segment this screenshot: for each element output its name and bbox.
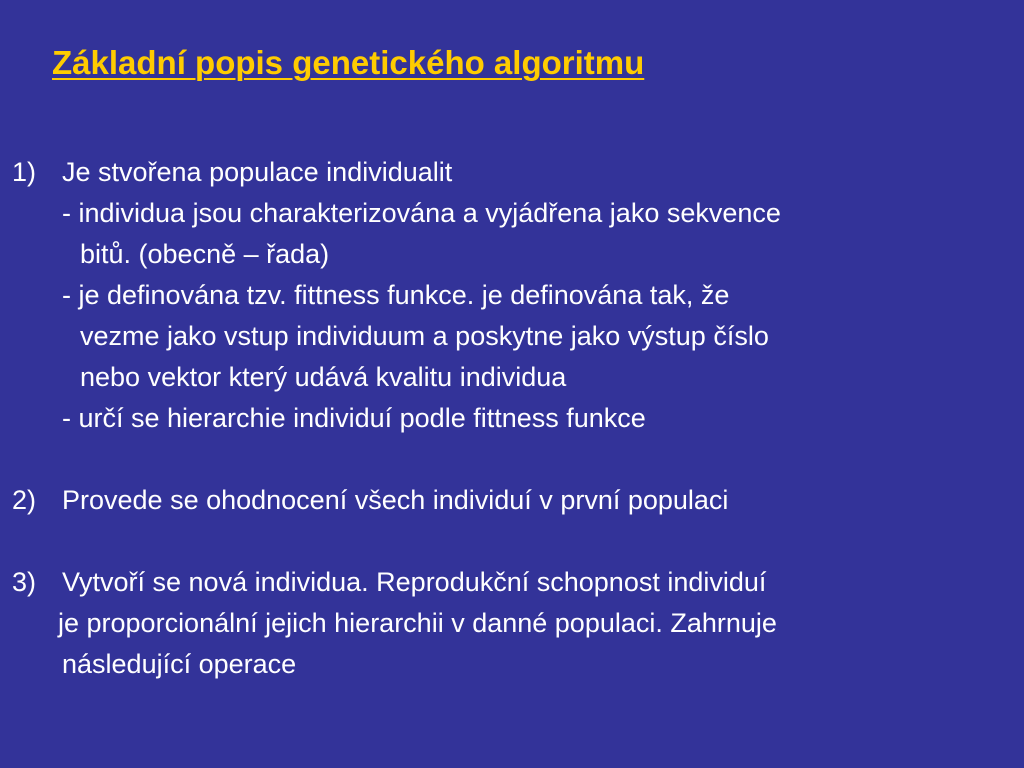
list-item-3-line-1: Vytvoří se nová individua. Reprodukční schopnost individuí xyxy=(62,567,767,597)
sub-point-3-line-1: - určí se hierarchie individuí podle fittness funkce xyxy=(62,403,646,433)
sub-point-2-line-1: - je definována tzv. fittness funkce. je definována tak, že xyxy=(62,280,730,310)
list-item-3-line-3: následující operace xyxy=(62,649,297,679)
list-item-1-heading: Je stvořena populace individualit xyxy=(62,157,453,187)
sub-point-2-line-3: nebo vektor který udává kvalitu individua xyxy=(80,362,567,392)
list-item-3-line-2: je proporcionální jejich hierarchii v danné populaci. Zahrnuje xyxy=(58,608,777,638)
list-item-1 xyxy=(0,156,1024,188)
slide-title: Základní popis genetického algoritmu xyxy=(52,44,645,81)
list-item-3 xyxy=(0,566,1024,598)
sub-point-1-line-1: - individua jsou charakterizována a vyjádřena jako sekvence xyxy=(62,198,781,228)
list-number-3: 3) xyxy=(12,567,37,597)
sub-point-1-line-2: bitů. (obecně – řada) xyxy=(80,239,330,269)
list-item-2 xyxy=(0,484,1024,516)
list-number-2: 2) xyxy=(12,485,37,515)
list-number-1: 1) xyxy=(12,157,37,187)
sub-point-2-line-2: vezme jako vstup individuum a poskytne jako výstup číslo xyxy=(80,321,769,351)
list-item-2-heading: Provede se ohodnocení všech individuí v první populaci xyxy=(62,485,729,515)
